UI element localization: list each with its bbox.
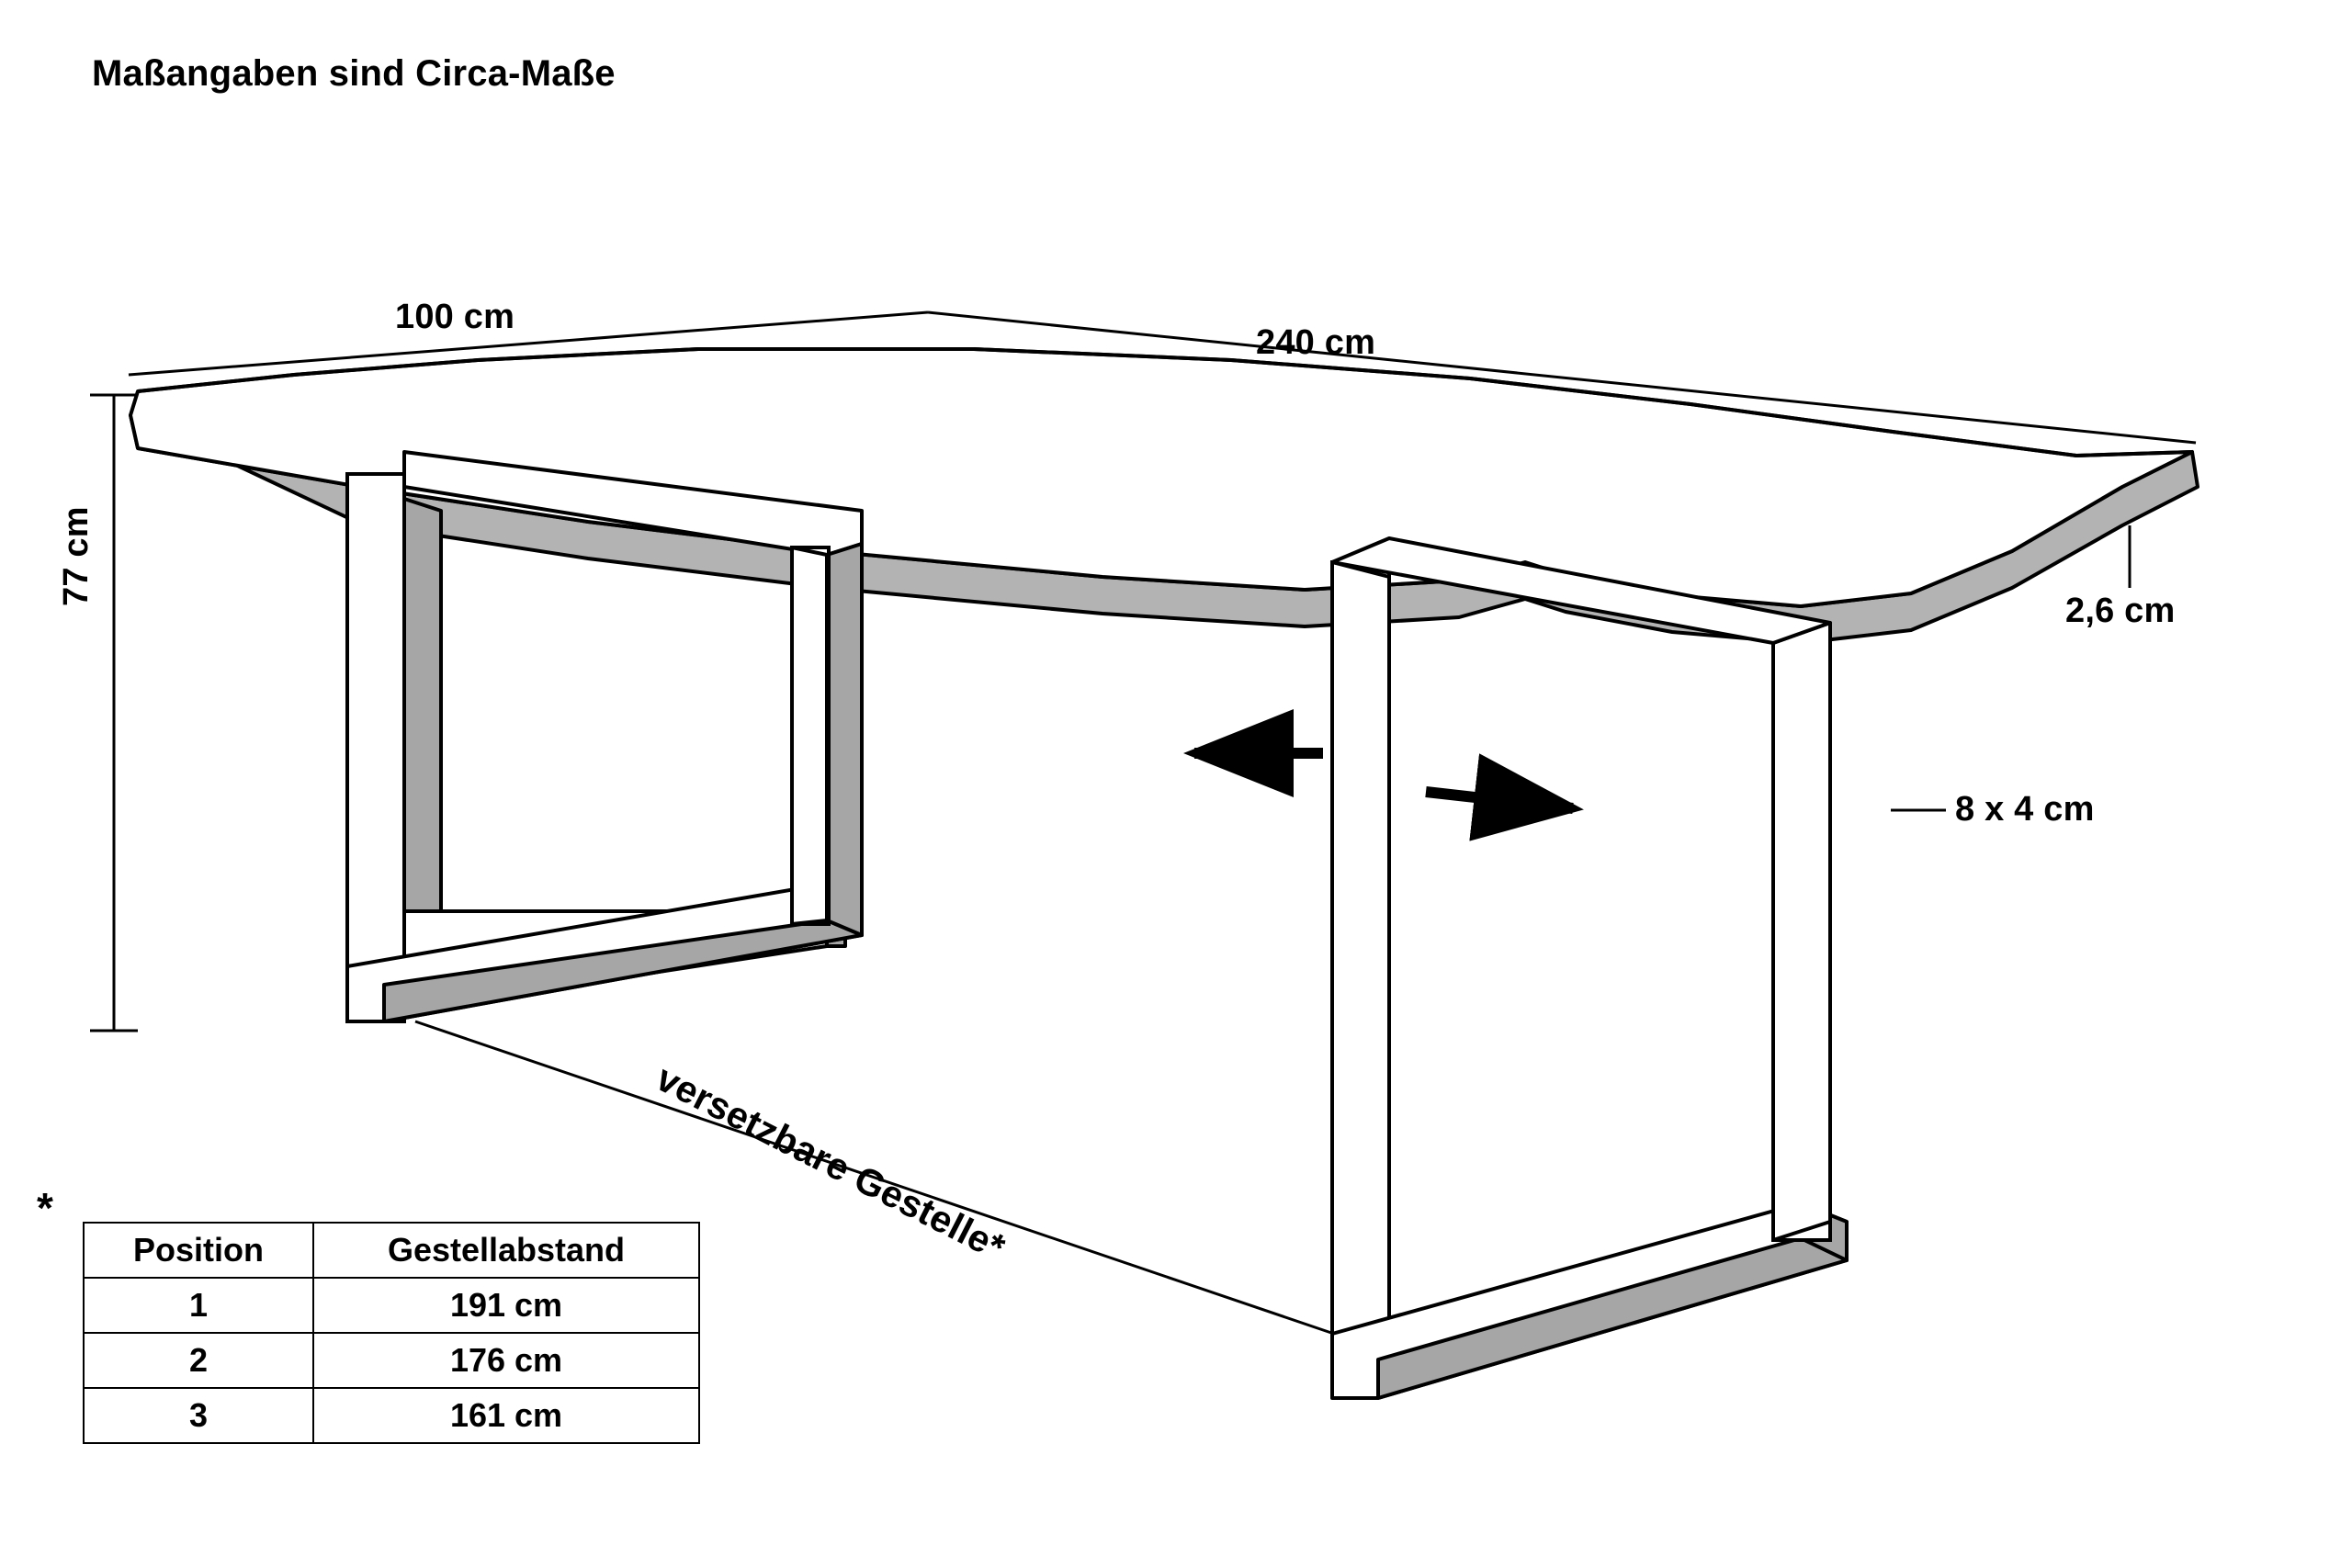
label-thickness: 2,6 cm (2065, 592, 2176, 630)
label-movable-frames: versetzbare Gestelle* (650, 1056, 1012, 1269)
cell-position: 2 (84, 1333, 313, 1388)
cell-distance: 161 cm (313, 1388, 699, 1443)
table-header-row (84, 1223, 699, 1278)
cell-position: 3 (84, 1388, 313, 1443)
leg-frame-right (1332, 538, 1847, 1398)
cell-distance: 176 cm (313, 1333, 699, 1388)
footnote-asterisk: * (37, 1184, 54, 1232)
cell-position: 1 (84, 1278, 313, 1333)
label-height: 77 cm (57, 506, 96, 606)
table-header-position: Position (84, 1223, 313, 1278)
table-row (84, 1388, 699, 1443)
spec-table (83, 1222, 700, 1444)
table-row (84, 1333, 699, 1388)
dimension-height (90, 395, 138, 1031)
table-header-gestellabstand: Gestellabstand (313, 1223, 699, 1278)
table-row (84, 1278, 699, 1333)
label-width: 100 cm (395, 298, 515, 336)
cell-distance: 191 cm (313, 1278, 699, 1333)
spec-table-container (83, 1222, 700, 1444)
label-length: 240 cm (1256, 323, 1376, 362)
arrow-right-icon (1426, 792, 1573, 808)
label-leg-profile: 8 x 4 cm (1955, 790, 2095, 829)
page-title: Maßangaben sind Circa-Maße (92, 53, 616, 94)
